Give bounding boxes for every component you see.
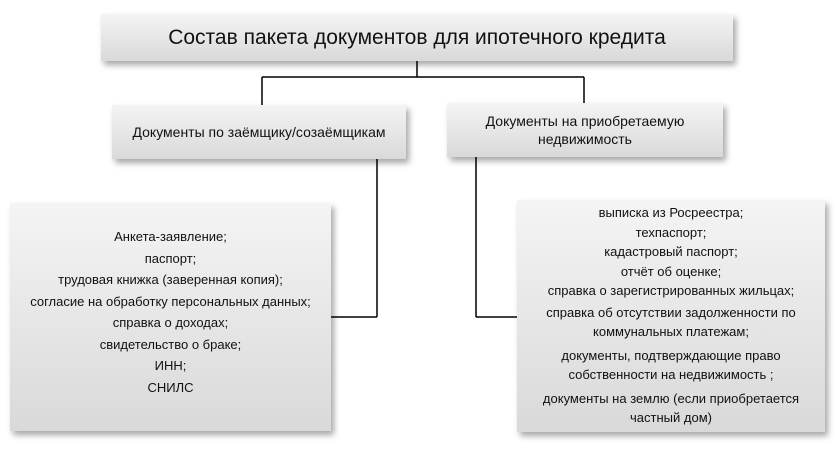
list-item-line: коммунальных платежам;	[593, 324, 749, 339]
list-item: кадастровый паспорт;	[604, 244, 738, 259]
list-item: трудовая книжка (заверенная копия);	[58, 272, 283, 287]
list-item: свидетельство о браке;	[99, 336, 242, 352]
list-item	[543, 389, 799, 428]
list-item	[546, 303, 795, 342]
list-item: паспорт;	[144, 250, 197, 266]
list-item: СНИЛС	[147, 379, 194, 395]
property-documents-list	[517, 200, 825, 432]
list-item	[561, 346, 780, 385]
list-item: Анкета-заявление;	[114, 229, 227, 244]
left-heading-box	[112, 105, 406, 159]
list-item-line: документы, подтверждающие право	[561, 347, 781, 363]
list-item: выписка из Росреестра;	[598, 205, 744, 220]
list-item: ИНН;	[154, 358, 187, 373]
list-item: согласие на обработку персональных данных;	[30, 293, 311, 309]
list-item-line: частный дом)	[630, 410, 712, 425]
list-item-line: документы на землю (если приобретается	[542, 390, 800, 406]
borrower-documents-list	[10, 203, 331, 431]
left-heading-text: Документы по заёмщику/созаёмщикам	[132, 124, 386, 140]
list-item: отчёт об оценке;	[620, 263, 722, 279]
list-item: справка о доходах;	[112, 315, 229, 330]
list-item: справка о зарегистрированных жильцах;	[547, 283, 795, 298]
right-heading-line1: Документы на приобретаемую	[485, 113, 685, 129]
right-heading-box	[447, 103, 723, 157]
diagram-title-text: Состав пакета документов для ипотечного кредита	[168, 25, 666, 49]
list-item-line: собственности на недвижимость ;	[568, 367, 774, 382]
right-heading-line2: недвижимость	[538, 131, 632, 147]
list-item: техпаспорт;	[635, 224, 707, 240]
list-item-line: справка об отсутствии задолженности по	[546, 304, 796, 320]
diagram-title	[101, 14, 733, 61]
